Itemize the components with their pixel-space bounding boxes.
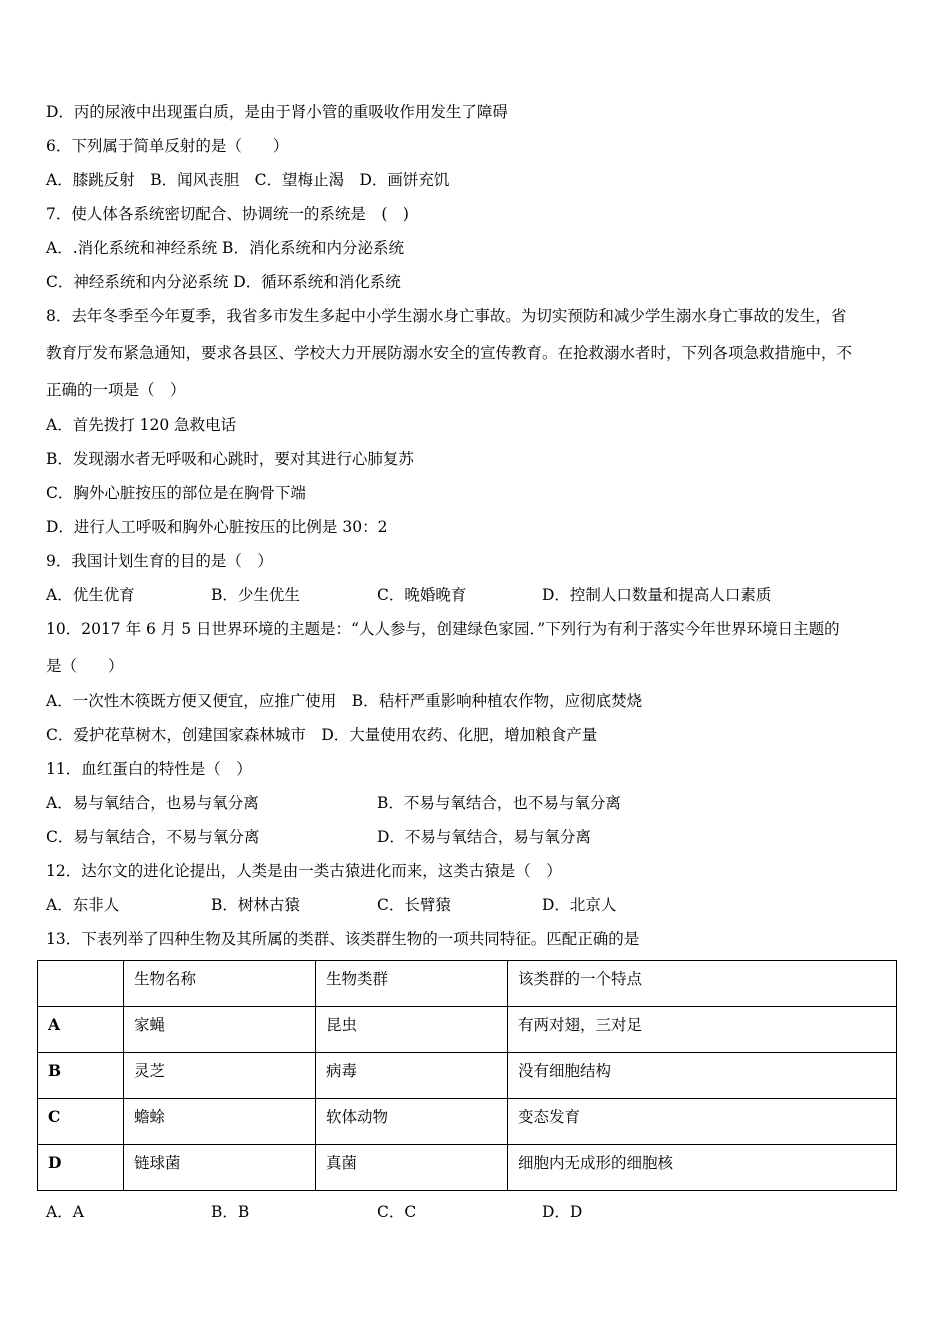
q9-option-d: D．控制人口数量和提高人口素质: [542, 586, 772, 604]
table-cell: 蟾蜍: [124, 1099, 316, 1145]
table-cell: 变态发育: [508, 1099, 897, 1145]
q7-stem: 7．使人体各系统密切配合、协调统一的系统是 ( ): [46, 205, 409, 223]
q10-stem-line2: 是（ ）: [46, 657, 124, 675]
q13-option-a: A．A: [46, 1203, 84, 1221]
q12-stem: 12．达尔文的进化论提出，人类是由一类古猿进化而来，这类古猿是（ ）: [46, 862, 562, 880]
q12-option-c: C．长臂猿: [377, 896, 451, 914]
q11-option-d: D．不易与氧结合，易与氧分离: [377, 828, 591, 846]
table-cell: 细胞内无成形的细胞核: [508, 1145, 897, 1191]
table-cell: D: [38, 1145, 124, 1191]
table-header-row: [38, 961, 897, 1007]
q7-options-ab: A．.消化系统和神经系统 B．消化系统和内分泌系统: [46, 239, 404, 257]
q8-option-a: A．首先拨打 120 急救电话: [46, 416, 237, 434]
q13-table: [37, 960, 897, 1191]
table-row: [38, 1145, 897, 1191]
q9-option-a: A．优生优育: [46, 586, 135, 604]
q8-stem-line1: 8．去年冬季至今年夏季，我省多市发生多起中小学生溺水身亡事故。为切实预防和减少学生溺水身亡事故的发生，省: [46, 307, 847, 325]
table-header-cell: 该类群的一个特点: [508, 961, 897, 1007]
table-cell: 软体动物: [316, 1099, 508, 1145]
table-cell: 灵芝: [124, 1053, 316, 1099]
table-cell: A: [38, 1007, 124, 1053]
table-header-cell: 生物名称: [124, 961, 316, 1007]
q13-option-c: C．C: [377, 1203, 417, 1221]
q11-stem: 11．血红蛋白的特性是（ ）: [46, 760, 252, 778]
q11-option-b: B．不易与氧结合，也不易与氧分离: [377, 794, 621, 812]
table-cell: 病毒: [316, 1053, 508, 1099]
q8-option-c: C．胸外心脏按压的部位是在胸骨下端: [46, 484, 306, 502]
q6-stem: 6．下列属于简单反射的是（ ）: [46, 137, 289, 155]
q7-options-cd: C．神经系统和内分泌系统 D．循环系统和消化系统: [46, 273, 401, 291]
table-cell: B: [38, 1053, 124, 1099]
q9-stem: 9．我国计划生育的目的是（ ）: [46, 552, 273, 570]
q13-option-b: B．B: [211, 1203, 250, 1221]
q6-options: A．膝跳反射 B．闻风丧胆 C．望梅止渴 D．画饼充饥: [46, 171, 450, 189]
table-cell: 家蝇: [124, 1007, 316, 1053]
q11-option-c: C．易与氧结合，不易与氧分离: [46, 828, 260, 846]
table-cell: 链球菌: [124, 1145, 316, 1191]
table-row: [38, 1053, 897, 1099]
table-cell: 没有细胞结构: [508, 1053, 897, 1099]
table-row: [38, 1007, 897, 1053]
q9-option-b: B．少生优生: [211, 586, 300, 604]
q9-option-c: C．晚婚晚育: [377, 586, 467, 604]
table-header-cell: [38, 961, 124, 1007]
table-header-cell: 生物类群: [316, 961, 508, 1007]
q12-option-a: A．东非人: [46, 896, 120, 914]
q10-stem-line1: 10．2017 年 6 月 5 日世界环境的主题是：“人人参与，创建绿色家园．”下列行为有利于落实今年世界环境日主题的: [46, 620, 840, 638]
q12-option-b: B．树林古猿: [211, 896, 300, 914]
table-cell: 昆虫: [316, 1007, 508, 1053]
table-row: [38, 1099, 897, 1145]
table-cell: 有两对翅，三对足: [508, 1007, 897, 1053]
q13-stem: 13．下表列举了四种生物及其所属的类群、该类群生物的一项共同特征。匹配正确的是: [46, 930, 640, 948]
q8-stem-line2: 教育厅发布紧急通知，要求各县区、学校大力开展防溺水安全的宣传教育。在抢救溺水者时，下列各项急救措施中，不: [46, 344, 853, 362]
q10-options-ab: A．一次性木筷既方便又便宜，应推广使用 B．秸杆严重影响种植农作物，应彻底焚烧: [46, 692, 643, 710]
q12-option-d: D．北京人: [542, 896, 617, 914]
table-cell: C: [38, 1099, 124, 1145]
q5-option-d: D．丙的尿液中出现蛋白质，是由于肾小管的重吸收作用发生了障碍: [46, 103, 508, 121]
q8-option-d: D．进行人工呼吸和胸外心脏按压的比例是 30：2: [46, 518, 388, 536]
q11-option-a: A．易与氧结合，也易与氧分离: [46, 794, 259, 812]
table-cell: 真菌: [316, 1145, 508, 1191]
q10-options-cd: C．爱护花草树木，创建国家森林城市 D．大量使用农药、化肥，增加粮食产量: [46, 726, 598, 744]
q13-option-d: D．D: [542, 1203, 583, 1221]
q8-option-b: B．发现溺水者无呼吸和心跳时，要对其进行心肺复苏: [46, 450, 414, 468]
q8-stem-line3: 正确的一项是（ ）: [46, 381, 186, 399]
